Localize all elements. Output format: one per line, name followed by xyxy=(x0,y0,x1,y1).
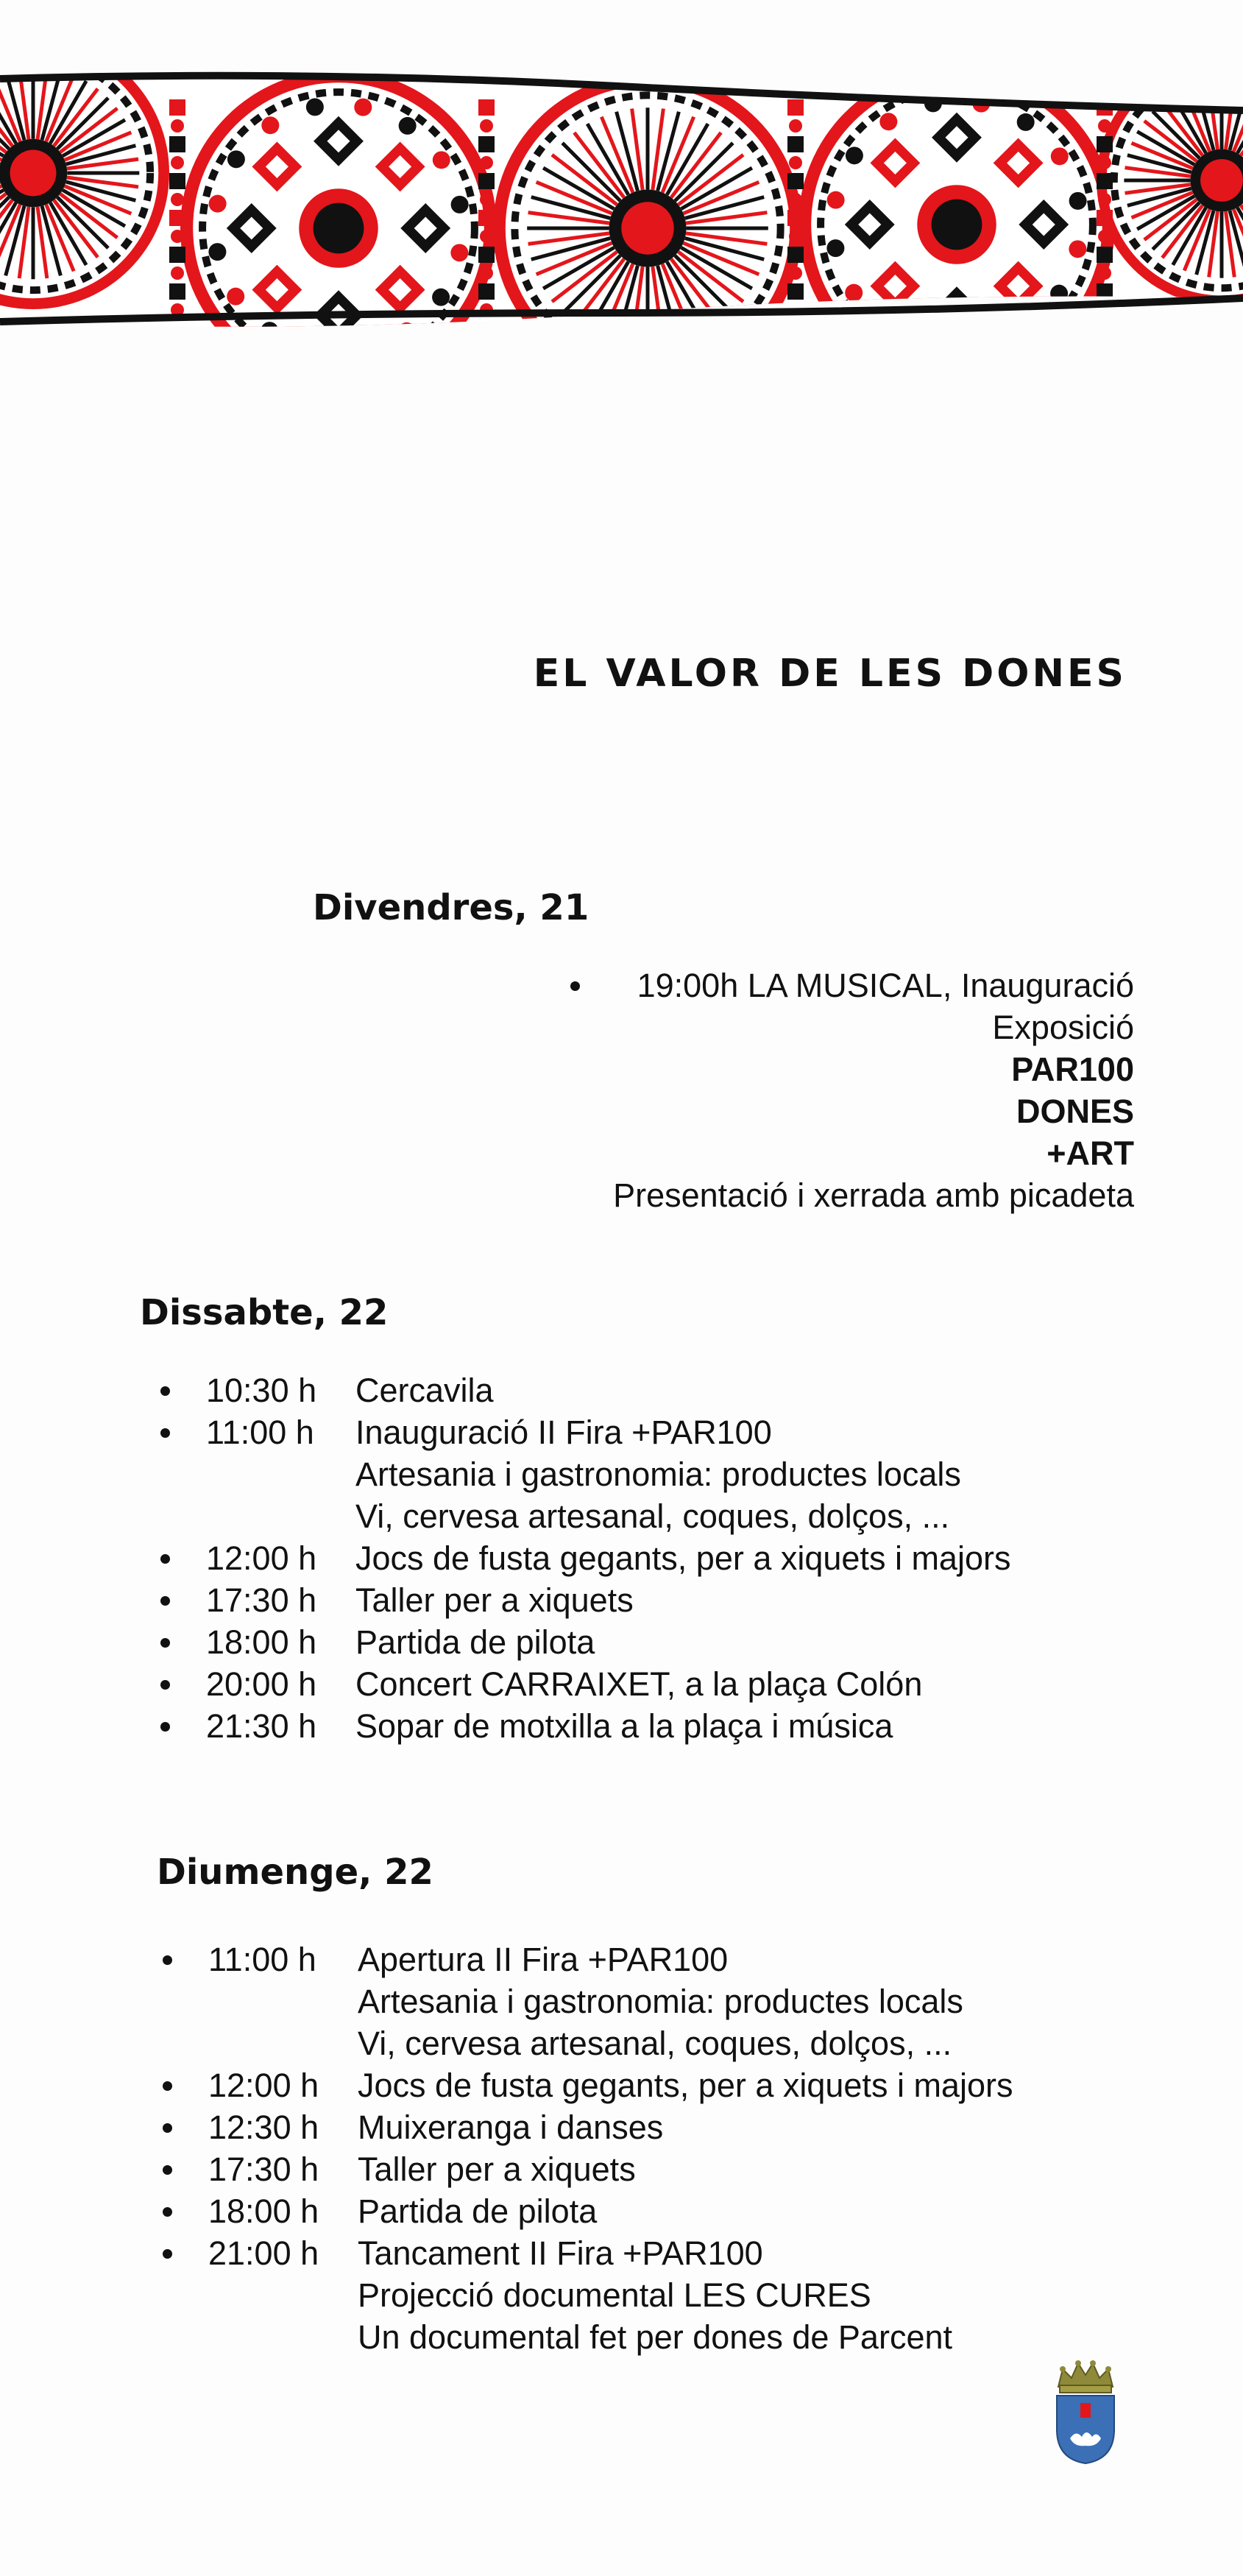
event-time: 12:00 h xyxy=(206,1539,317,1577)
event-title: Concert CARRAIXET, a la plaça Colón xyxy=(355,1665,923,1703)
event-title: Partida de pilota xyxy=(358,2192,598,2230)
saturday-heading: Dissabte, 22 xyxy=(140,1292,389,1333)
event-detail: Vi, cervesa artesanal, coques, dolços, ... xyxy=(358,2025,952,2062)
sunday-heading: Diumenge, 22 xyxy=(157,1852,433,1893)
bullet-dot xyxy=(163,2123,172,2133)
event-time: 10:30 h xyxy=(206,1372,317,1409)
friday-line: Exposició xyxy=(992,1009,1134,1046)
event-item xyxy=(208,1938,1013,2064)
event-title: Sopar de motxilla a la plaça i música xyxy=(355,1707,893,1745)
saturday-event-list xyxy=(206,1369,1010,1747)
event-time: 12:00 h xyxy=(208,2067,319,2104)
bullet-dot xyxy=(163,2081,172,2091)
event-time: 17:30 h xyxy=(206,1581,317,1619)
bullet-dot xyxy=(160,1722,170,1732)
event-detail: Artesania i gastronomia: productes locals xyxy=(358,1983,963,2020)
bullet-dot xyxy=(570,981,580,991)
bullet-dot xyxy=(160,1428,170,1438)
event-item xyxy=(206,1621,1010,1663)
event-title: Apertura II Fira +PAR100 xyxy=(358,1941,729,1978)
municipal-crest-icon xyxy=(1052,2356,1119,2466)
event-item xyxy=(206,1537,1010,1579)
event-item xyxy=(206,1663,1010,1705)
event-item xyxy=(208,2232,1013,2358)
bullet-dot xyxy=(160,1638,170,1648)
event-detail: Vi, cervesa artesanal, coques, dolços, ... xyxy=(355,1497,950,1535)
event-time: 12:30 h xyxy=(208,2109,319,2146)
event-item xyxy=(208,2064,1013,2106)
event-title: Muixeranga i danses xyxy=(358,2109,664,2146)
event-detail: Un documental fet per dones de Parcent xyxy=(358,2318,953,2356)
event-time: 18:00 h xyxy=(206,1623,317,1661)
decorative-mandala-banner xyxy=(0,70,1243,331)
event-title: Jocs de fusta gegants, per a xiquets i majors xyxy=(358,2067,1013,2104)
event-title: Taller per a xiquets xyxy=(358,2150,636,2188)
friday-heading: Divendres, 21 xyxy=(313,887,589,928)
event-time: 11:00 h xyxy=(206,1414,314,1451)
event-time: 20:00 h xyxy=(206,1665,317,1703)
bullet-dot xyxy=(160,1596,170,1606)
friday-first-line: 19:00h LA MUSICAL, Inauguració xyxy=(637,967,1134,1004)
friday-event xyxy=(613,964,1134,1216)
event-item xyxy=(206,1369,1010,1411)
bullet-dot xyxy=(163,2249,172,2259)
event-time: 21:00 h xyxy=(208,2234,319,2272)
event-item xyxy=(206,1705,1010,1747)
event-item xyxy=(208,2148,1013,2190)
event-time: 21:30 h xyxy=(206,1707,317,1745)
event-detail: Artesania i gastronomia: productes locals xyxy=(355,1455,961,1493)
friday-bold-line: +ART xyxy=(1047,1135,1134,1172)
bullet-dot xyxy=(160,1680,170,1690)
friday-last-line: Presentació i xerrada amb picadeta xyxy=(613,1176,1134,1214)
bullet-dot xyxy=(160,1386,170,1396)
bullet-dot xyxy=(160,1554,170,1564)
bullet-dot xyxy=(163,2165,172,2175)
event-item xyxy=(208,2106,1013,2148)
event-time: 17:30 h xyxy=(208,2150,319,2188)
event-title: Inauguració II Fira +PAR100 xyxy=(355,1414,772,1451)
event-title: Partida de pilota xyxy=(355,1623,595,1661)
event-title: Jocs de fusta gegants, per a xiquets i majors xyxy=(355,1539,1011,1577)
friday-bold-line: DONES xyxy=(1016,1093,1134,1130)
friday-bold-line: PAR100 xyxy=(1011,1051,1134,1088)
event-title: Tancament II Fira +PAR100 xyxy=(358,2234,763,2272)
bullet-dot xyxy=(163,1955,172,1965)
event-item xyxy=(206,1579,1010,1621)
event-item xyxy=(208,2190,1013,2232)
event-time: 18:00 h xyxy=(208,2192,319,2230)
page-title: EL VALOR DE LES DONES xyxy=(533,652,1127,696)
sunday-event-list xyxy=(208,1938,1013,2358)
event-item xyxy=(206,1411,1010,1537)
event-title: Taller per a xiquets xyxy=(355,1581,634,1619)
event-time: 11:00 h xyxy=(208,1941,316,1978)
event-detail: Projecció documental LES CURES xyxy=(358,2276,871,2314)
event-title: Cercavila xyxy=(355,1372,494,1409)
bullet-dot xyxy=(163,2207,172,2217)
